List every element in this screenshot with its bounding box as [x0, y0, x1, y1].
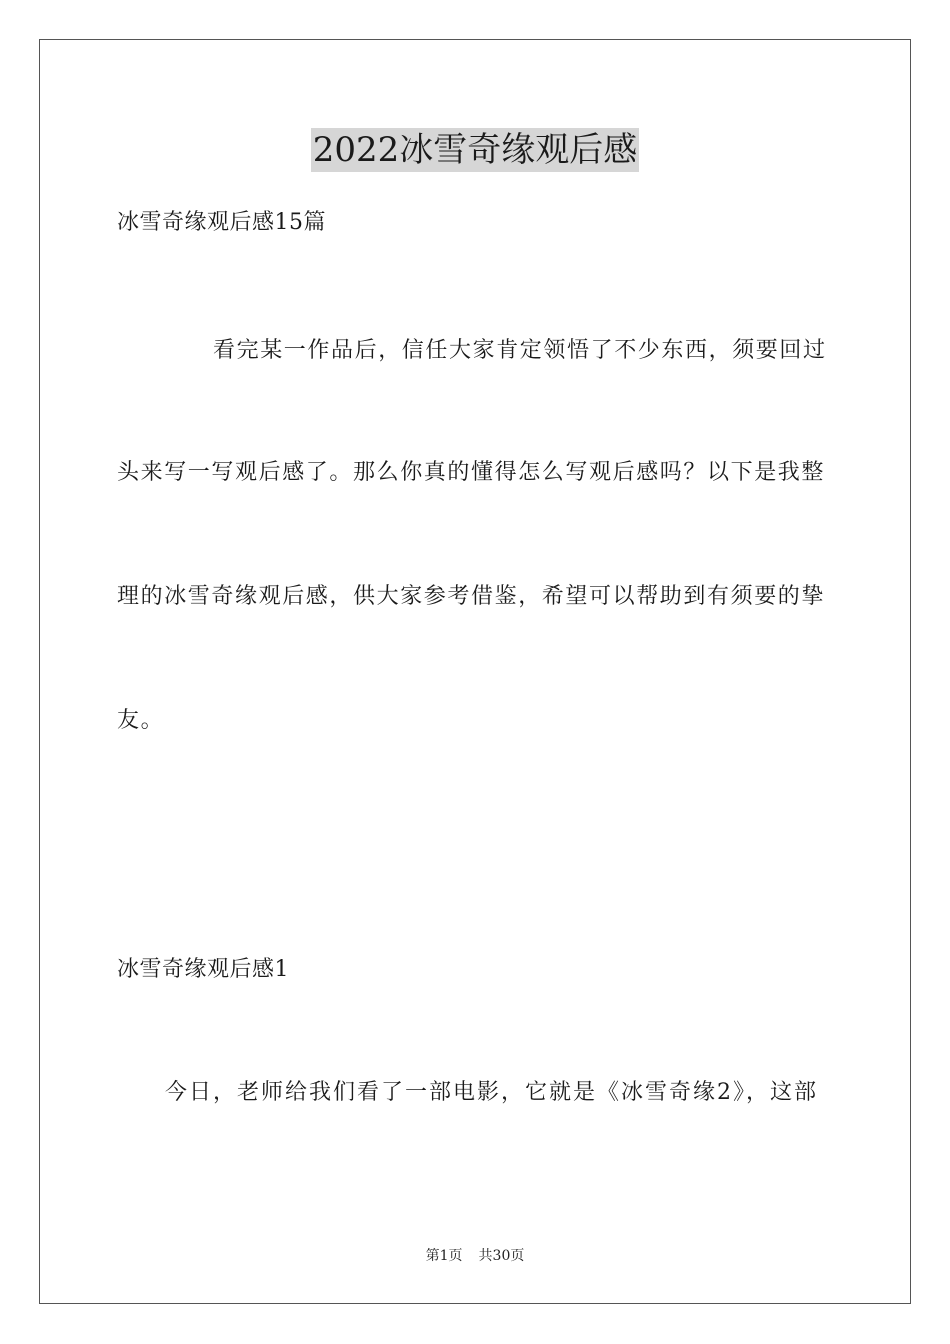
document-subtitle: 冰雪奇缘观后感15篇	[117, 210, 326, 235]
document-title-container	[0, 128, 950, 172]
intro-line-3: 理的冰雪奇缘观后感，供大家参考借鉴，希望可以帮助到有须要的挚	[117, 584, 826, 609]
page-total: 共30页	[478, 1248, 525, 1264]
page-number: 第1页	[425, 1248, 463, 1264]
intro-line-4: 友。	[117, 708, 165, 733]
page-footer	[0, 1246, 950, 1266]
section-heading: 冰雪奇缘观后感1	[117, 957, 289, 982]
intro-line-2: 头来写一写观后感了。那么你真的懂得怎么写观后感吗？以下是我整	[117, 460, 826, 485]
section-line-1: 今日，老师给我们看了一部电影，它就是《冰雪奇缘2》，这部	[165, 1080, 818, 1105]
intro-line-1: 看完某一作品后，信任大家肯定领悟了不少东西，须要回过	[213, 338, 827, 363]
document-title: 2022冰雪奇缘观后感	[312, 130, 638, 170]
